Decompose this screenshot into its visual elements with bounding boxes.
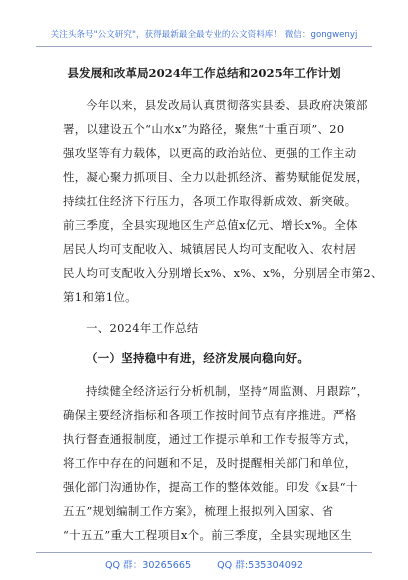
paragraph-line: 确保主要经济指标和各项工作按时间节点有序推进。严格 xyxy=(63,408,357,422)
document-title: 县发展和改革局2024年工作总结和2025年工作计划 xyxy=(67,66,341,80)
paragraph-line: 今年以来，县发改局认真贯彻落实县委、县政府决策部 xyxy=(86,98,368,112)
subsection-heading: （一）坚持稳中有进，经济发展向稳向好。 xyxy=(86,351,310,365)
section-heading: 一、2024年工作总结 xyxy=(86,321,199,335)
paragraph-line: 持续健全经济运行分析机制，坚持“周监测、月跟踪”， xyxy=(86,384,369,398)
paragraph-line: 居民人均可支配收入、城镇居民人均可支配收入、农村居 xyxy=(63,242,357,256)
footer-divider xyxy=(36,552,372,553)
paragraph-line: 前三季度，全县实现地区生产总值x亿元、增长x%。全体 xyxy=(63,218,358,232)
paragraph-line: 将工作中存在的问题和不足，及时提醒相关部门和单位， xyxy=(63,456,357,470)
paragraph-line: 强攻坚等有力载体，以更高的政治站位、更强的工作主动 xyxy=(63,146,357,160)
paragraph-line: 民人均可支配收入分别增长x%、x%、x%，分别居全市第2、 xyxy=(63,266,383,280)
paragraph-line: 五五”规划编制工作方案》，梳理上报拟列入国家、省 xyxy=(63,504,334,518)
paragraph-line: 性，凝心聚力抓项目、全力以赴抓经济、蓄势赋能促发展， xyxy=(63,170,369,184)
paragraph-line: 持续扛住经济下行压力，各项工作取得新成效、新突破。 xyxy=(63,194,357,208)
header-divider xyxy=(36,46,372,47)
page-header-banner: 关注头条号"公文研究"，获得最新最全最专业的公文资料库！ 微信：gongwenyj xyxy=(50,30,358,40)
page-footer xyxy=(0,557,408,571)
paragraph-line: 执行督查通报制度，通过工作提示单和工作专报等方式， xyxy=(63,432,357,446)
paragraph-line: 第1和第1位。 xyxy=(63,290,137,304)
footer-qq-group-2: QQ 群:535304092 xyxy=(217,560,304,571)
paragraph-line: 强化部门沟通协作，提高工作的整体效能。印发《x县“十 xyxy=(63,480,358,494)
paragraph-line: “十五五”重大工程项目x个。前三季度，全县实现地区生 xyxy=(63,528,353,542)
paragraph-line: 署，以建设五个“山水x”为路径，聚焦“十重百项”、20 xyxy=(63,122,345,136)
footer-qq-group-1: QQ 群：30265665 xyxy=(104,560,192,571)
